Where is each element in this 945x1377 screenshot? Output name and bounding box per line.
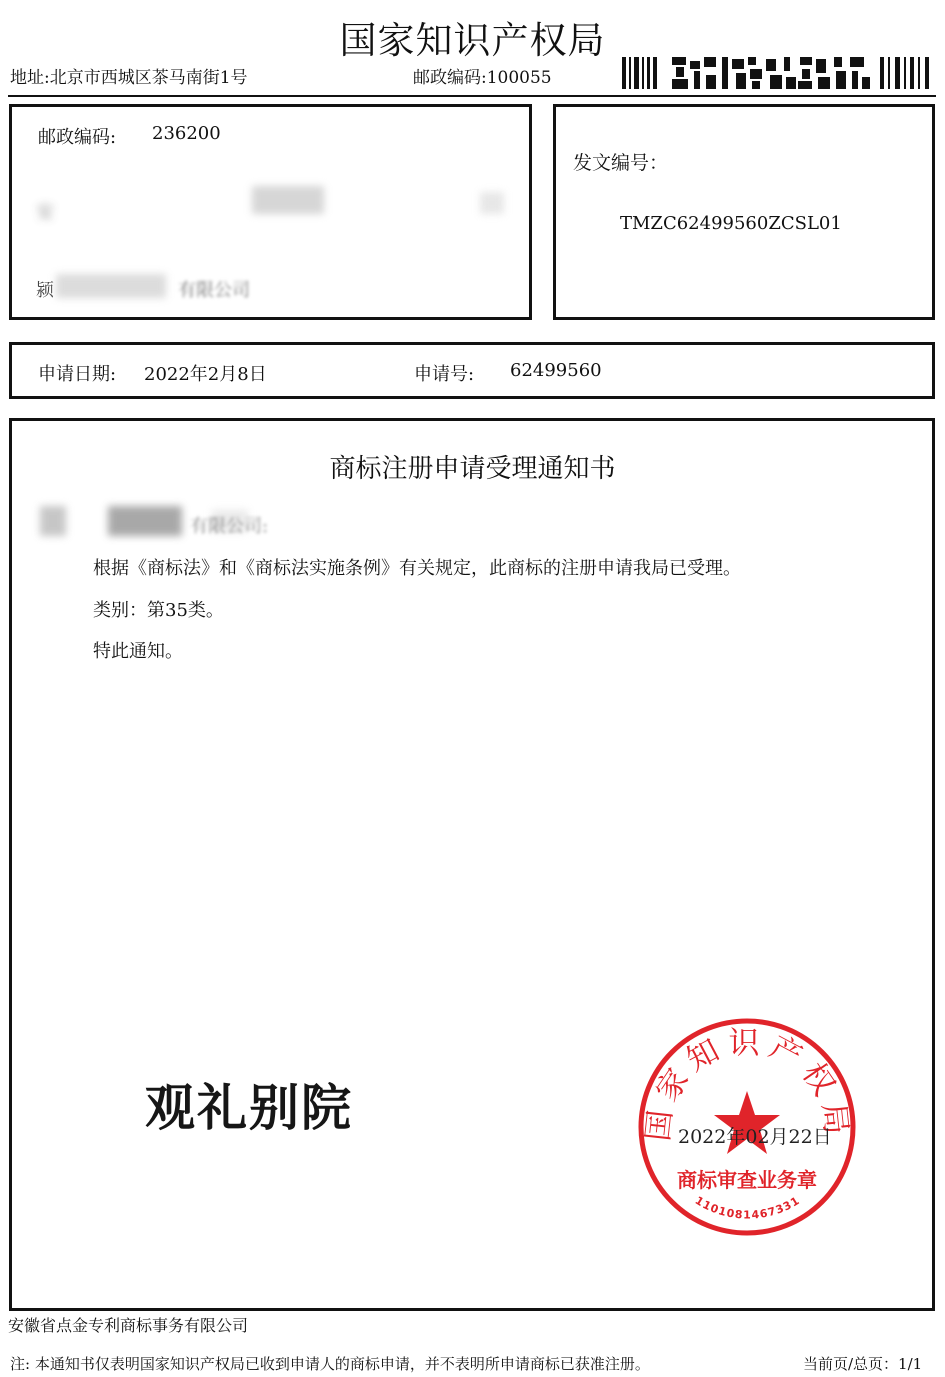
recipient-postcode-label: 邮政编码: <box>38 127 117 148</box>
seal-bottom-text: 商标审查业务章 <box>677 1168 817 1192</box>
office-title: 国家知识产权局 <box>339 19 606 62</box>
application-date-label: 申请日期: <box>38 364 117 385</box>
recipient-postcode-value: 236200 <box>152 123 221 144</box>
notice-addressee: 有限公司: <box>190 516 269 537</box>
office-postcode: 邮政编码:100055 <box>413 68 552 88</box>
footnote: 注: 本通知书仅表明国家知识产权局已收到申请人的商标申请，并不表明所申请商标已获准注册。 <box>10 1355 650 1373</box>
notice-paragraph: 类别：第35类。 <box>93 600 224 621</box>
redaction-block <box>56 274 166 298</box>
redaction-block <box>108 506 182 536</box>
notice-paragraph: 根据《商标法》和《商标法实施条例》有关规定，此商标的注册申请我局已受理。 <box>93 558 741 579</box>
notice-title: 商标注册申请受理通知书 <box>329 454 616 484</box>
application-date-value: 2022年2月8日 <box>144 364 267 385</box>
recipient-name-line-1: 安 <box>36 202 54 223</box>
agency-name: 安徽省点金专利商标事务有限公司 <box>8 1316 249 1335</box>
seal-serial: 1101081467331 <box>692 1193 803 1222</box>
page-info: 当前页/总页：1/1 <box>803 1355 923 1373</box>
barcode-icon <box>622 55 932 91</box>
notice-paragraph: 特此通知。 <box>93 641 183 662</box>
recipient-company-suffix: 有限公司 <box>178 280 250 301</box>
signature: 观礼别院 <box>145 1079 353 1137</box>
application-number-label: 申请号: <box>414 364 475 385</box>
svg-text:1101081467331 <box>693 1194 803 1222</box>
application-number-value: 62499560 <box>510 360 602 381</box>
redaction-block <box>40 506 66 536</box>
office-address: 地址:北京市西城区茶马南街1号 <box>10 68 248 88</box>
issue-date: 2022年02月22日 <box>678 1126 832 1148</box>
document-number-label: 发文编号： <box>573 152 669 174</box>
seal-top-text: 国家知识产权局 <box>640 1025 855 1143</box>
header-divider <box>8 95 936 97</box>
document-number-value: TMZC62499560ZCSL01 <box>620 213 842 234</box>
redaction-block <box>252 186 324 214</box>
redaction-block <box>480 192 504 214</box>
document-number-box <box>553 104 935 320</box>
recipient-name-line-2-start: 颍 <box>36 280 54 301</box>
